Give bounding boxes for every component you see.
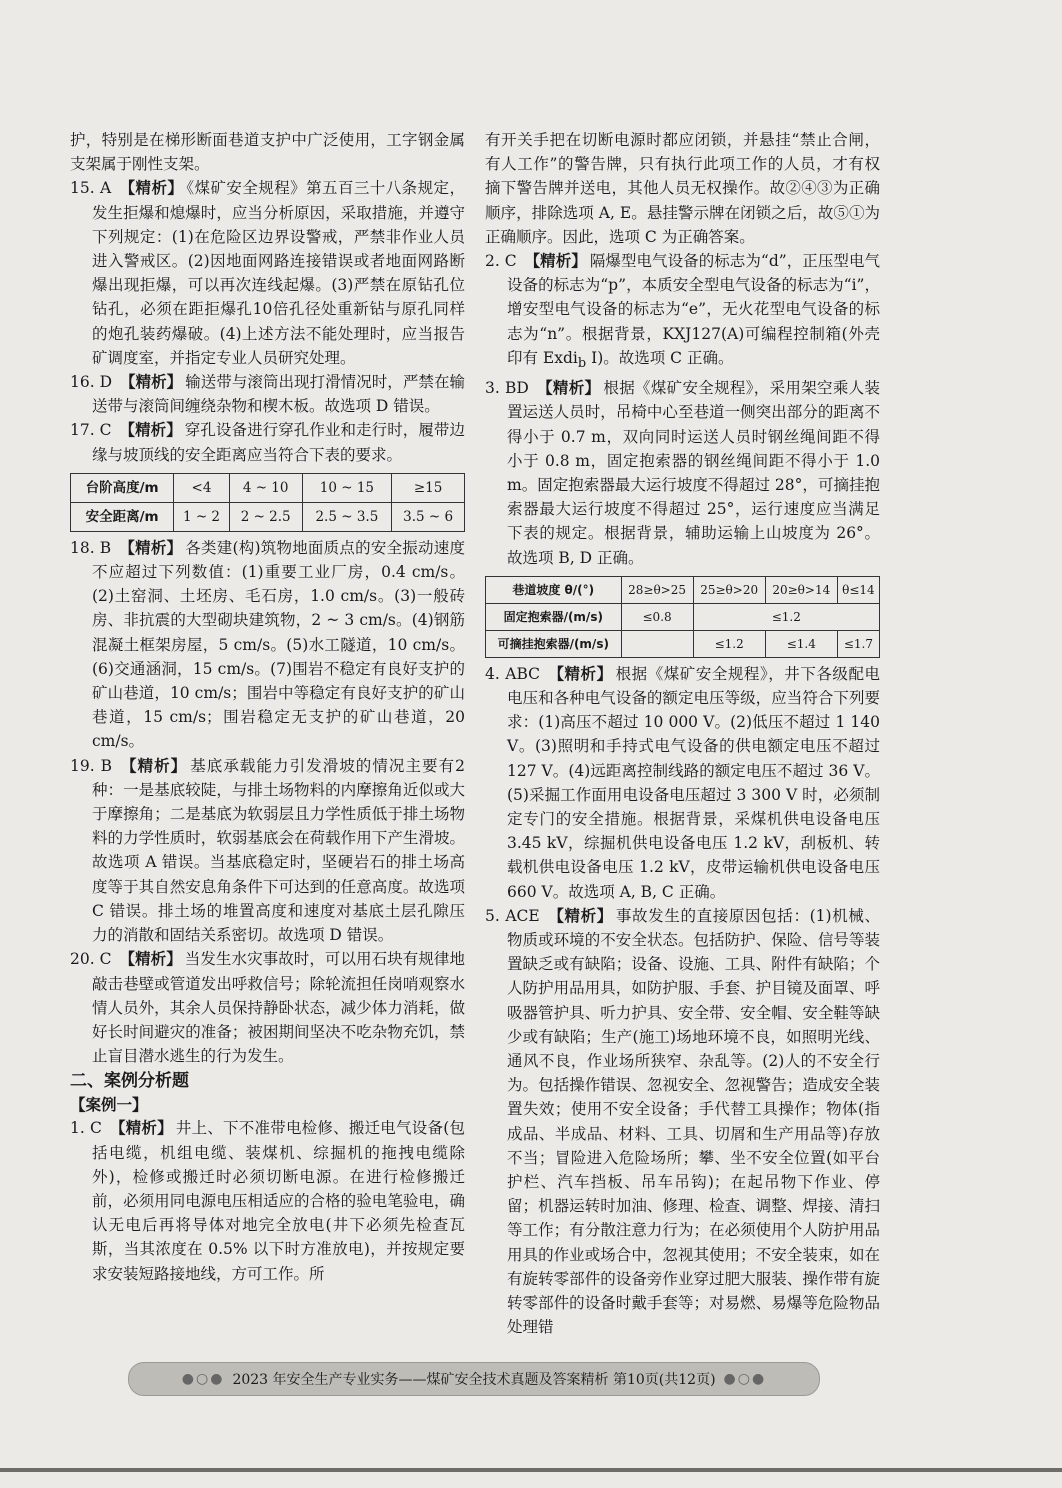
right-column [485,128,880,1339]
case-answer-item-5 [485,904,880,1340]
table-row [486,630,880,657]
table-cell: ≤1.4 [765,630,837,657]
answer-text: 基底承载能力引发滑坡的情况主要有2种：一是基底较陡，与排土场物料的内摩擦角近似或大于摩擦角；二是基底为软弱层且力学性质低于排土场物料的力学性质时，软弱基底会在荷载作用下产生滑坡。故选项 A 错误。当基底稳定时，坚硬岩石的排土场高度等于其自然安息角条件下可达到的任意高度。故选项 C 错误。排土场的堆置高度和速度对基底土层孔隙压力的消散和固结关系密切。故选项 D 错误。 [92,756,465,945]
safety-distance-table [70,473,465,532]
section-title: 二、案例分析题 [70,1071,189,1092]
table-cell: 1 ~ 2 [174,502,230,531]
answer-item-16 [70,370,465,418]
answer-text: 当发生水灾事故时，可以用石块有规律地敲击巷壁或管道发出呼救信号；除轮流担任岗哨观察水情人员外，其余人员保持静卧状态，减少体力消耗，做好长时间避灾的准备；被困期间坚决不吃杂物充饥，禁止盲目潜水逃生的行为发生。 [92,950,465,1066]
answer-item-18 [70,536,465,754]
case-answer-item-2 [485,249,880,376]
decorative-dots: ●○● [181,1371,225,1387]
continued-paragraph: 有开关手把在切断电源时都应闭锁，并悬挂“禁止合闸，有人工作”的警告牌，只有执行此项工作的人员，才有权摘下警告牌并送电，其他人员无权操作。故②④③为正确顺序，排除选项 A, E。悬挂警示牌在闭锁之后，故⑤①为正确顺序。因此，选项 C 为正确答案。 [485,131,880,246]
left-column [70,128,465,1286]
table-header-cell: θ≤14 [837,576,879,603]
table-cell: 2.5 ~ 3.5 [302,502,392,531]
answer-number: 2. C [485,252,517,271]
answer-number: 1. C [70,1119,102,1138]
answer-text: 《煤矿安全规程》第五百三十八条规定，发生拒爆和熄爆时，应当分析原因，采取措施，并遵守下列规定：(1)在危险区边界设警戒，严禁非作业人员进入警戒区。(2)因地面网路连接错误或者地面网路断爆出现拒爆，可以再次连线起爆。(3)严禁在原钻孔位钻孔，必须在距拒爆孔10倍孔径处重新钻与原孔同样的炮孔装药爆破。(4)上述方法不能处理时，应当报告矿调度室，并指定专业人员研究处理。 [92,179,465,367]
analysis-tag: 【精析】 [121,756,188,775]
table-header-cell: 25≥θ>20 [693,576,765,603]
table-header-cell: 安全距离/m [71,502,174,531]
table-cell: 3.5 ~ 6 [392,502,465,531]
answer-number: 17. C [70,421,112,440]
answer-text: 根据《煤矿安全规程》，采用架空乘人装置运送人员时，吊椅中心至巷道一侧突出部分的距离不得小于 0.7 m，双向同时运送人员时钢丝绳间距不得小于 0.8 m，固定抱索器的钢丝绳间距不得小于 1.0 m。固定抱索器最大运行坡度不得超过 28°，可摘挂抱索器最大运行坡度不得超过 25°，运行速度应当满足下表的规定。根据背景，辅助运输上山坡度为 26°。故选项 B, D 正确。 [507,379,880,567]
case-answer-item-1 [70,1116,465,1285]
table-header-cell: 可摘挂抱索器/(m/s) [486,630,622,657]
case-title: 【案例一】 [70,1096,148,1115]
scan-edge [0,1468,1062,1472]
analysis-tag: 【精析】 [548,664,613,683]
table-cell: ≤0.8 [621,603,693,630]
answer-item-17 [70,418,465,466]
table-cell: ≥15 [392,473,465,502]
answer-item-19 [70,754,465,948]
footer-text: 2023 年安全生产专业实务——煤矿安全技术真题及答案精析 第10页(共12页) [232,1372,716,1388]
answer-text: 根据《煤矿安全规程》，井下各级配电电压和各种电气设备的额定电压等级，应当符合下列要求：(1)高压不超过 10 000 V。(2)低压不超过 1 140 V。(3)照明和手持式电气设备的供电额定电压不超过 127 V。(4)远距离控制线路的额定电压不超过 36 V。(5)采掘工作面用电设备电压超过 3 300 V 时，必须制定专门的安全措施。根据背景，采煤机供电设备电压 3.45 kV，综掘机供电设备电压 1.2 kV，刮板机、转载机供电设备电压 1.2 kV，皮带运输机供电设备电压 660 V。故选项 A, B, C 正确。 [507,664,880,901]
answer-text: 输送带与滚筒出现打滑情况时，严禁在输送带与滚筒间缠绕杂物和楔木板。故选项 D 错误。 [92,373,465,416]
answer-number: 15. A [70,179,112,198]
table-cell: ≤1.2 [693,630,765,657]
continued-paragraph: 护，特别是在梯形断面巷道支护中广泛使用，工字钢金属支架属于刚性支架。 [70,131,465,174]
table-row [486,603,880,630]
table-cell: <4 [174,473,230,502]
answer-number: 5. ACE [485,906,540,925]
answer-text: 井上、下不准带电检修、搬迁电气设备(包括电缆，机组电缆、装煤机、综掘机的拖拽电缆除外)，检修或搬迁时必须切断电源。在进行检修搬迁前，必须用同电源电压相适应的合格的验电笔验电，确认无电后再将导体对地完全放电(井下必须先检查瓦斯，当其浓度在 0.5% 以下时方准放电)，并按规定要求安装短路接地线，方可工作。所 [92,1119,465,1283]
rope-speed-table [485,576,880,658]
table-header-cell: 台阶高度/m [71,473,174,502]
answer-item-20 [70,947,465,1068]
table-row [71,473,465,502]
page-footer [128,1362,820,1396]
analysis-tag: 【精析】 [524,252,587,271]
table-cell: 10 ~ 15 [302,473,392,502]
table-header-cell: 固定抱索器/(m/s) [486,603,622,630]
analysis-tag: 【精析】 [119,421,182,440]
table-row [71,502,465,531]
answer-number: 4. ABC [485,664,540,683]
table-header-cell: 20≥θ>14 [765,576,837,603]
analysis-tag: 【精析】 [119,179,184,198]
answer-number: 18. B [70,538,112,557]
analysis-tag: 【精析】 [119,950,182,969]
answer-number: 16. D [70,373,113,392]
analysis-tag: 【精析】 [119,538,183,557]
answer-number: 20. C [70,950,112,969]
table-row [486,576,880,603]
analysis-tag: 【精析】 [109,1119,173,1138]
analysis-tag: 【精析】 [537,379,601,398]
answer-text: 隔爆型电气设备的标志为“d”，正压型电气设备的标志为“p”，本质安全型电气设备的标志为“i”，增安型电气设备的标志为“e”，无火花型电气设备的标志为“n”。根据背景，KXJ127(A)可编程控制箱(外壳印有 Exdi$_b$ I)。故选项 C 正确。 [507,252,880,371]
analysis-tag: 【精析】 [120,373,183,392]
answer-number: 3. BD [485,379,529,398]
answer-text: 事故发生的直接原因包括：(1)机械、物质或环境的不安全状态。包括防护、保险、信号等装置缺乏或有缺陷；设备、设施、工具、附件有缺陷；个人防护用品用具，如防护服、手套、护目镜及面罩、呼吸器管护具、听力护具、安全带、安全帽、安全鞋等缺少或有缺陷；生产(施工)场地环境不良，如照明光线、通风不良，作业场所狭窄、杂乱等。(2)人的不安全行为。包括操作错误、忽视安全、忽视警告；造成安全装置失效；使用不安全设备；手代替工具操作；物体(指成品、半成品、材料、工具、切屑和生产用品等)存放不当；冒险进入危险场所；攀、坐不安全位置(如平台护栏、汽车挡板、吊车吊钩)；在起吊物下作业、停留；机器运转时加油、修理、检查、调整、焊接、清扫等工作；有分散注意力行为；在必须使用个人防护用品用具的作业或场合中，忽视其使用；不安全装束，如在有旋转零部件的设备旁作业穿过肥大服装、操作带有旋转零部件的设备时戴手套等；对易燃、易爆等危险物品处理错 [507,906,880,1337]
answer-number: 19. B [70,756,113,775]
answer-text: 穿孔设备进行穿孔作业和走行时，履带边缘与坡顶线的安全距离应当符合下表的要求。 [92,421,465,464]
table-cell: ≤1.2 [693,603,879,630]
analysis-tag: 【精析】 [548,906,613,925]
case-answer-item-3 [485,376,880,570]
answer-item-15 [70,176,465,370]
table-cell: 4 ~ 10 [229,473,302,502]
table-header-cell: 28≥θ>25 [621,576,693,603]
table-cell: 2 ~ 2.5 [229,502,302,531]
table-cell [621,630,693,657]
decorative-dots: ●○● [723,1371,767,1387]
answer-text: 各类建(构)筑物地面质点的安全振动速度不应超过下列数值：(1)重要工业厂房，0.4 cm/s。(2)土窑洞、土坯房、毛石房，1.0 cm/s。(3)一般砖房、非抗震的大型砌块建筑物，2 ~ 3 cm/s。(4)钢筋混凝土框架房屋，5 cm/s。(5)水工隧道，10 cm/s。(6)交通涵洞，15 cm/s。(7)围岩不稳定有良好支护的矿山巷道，10 cm/s；围岩中等稳定有良好支护的矿山巷道，15 cm/s；围岩稳定无支护的矿山巷道，20 cm/s。 [92,538,465,751]
table-cell: ≤1.7 [837,630,879,657]
table-header-cell: 巷道坡度 θ/(°) [486,576,622,603]
case-answer-item-4 [485,662,880,904]
